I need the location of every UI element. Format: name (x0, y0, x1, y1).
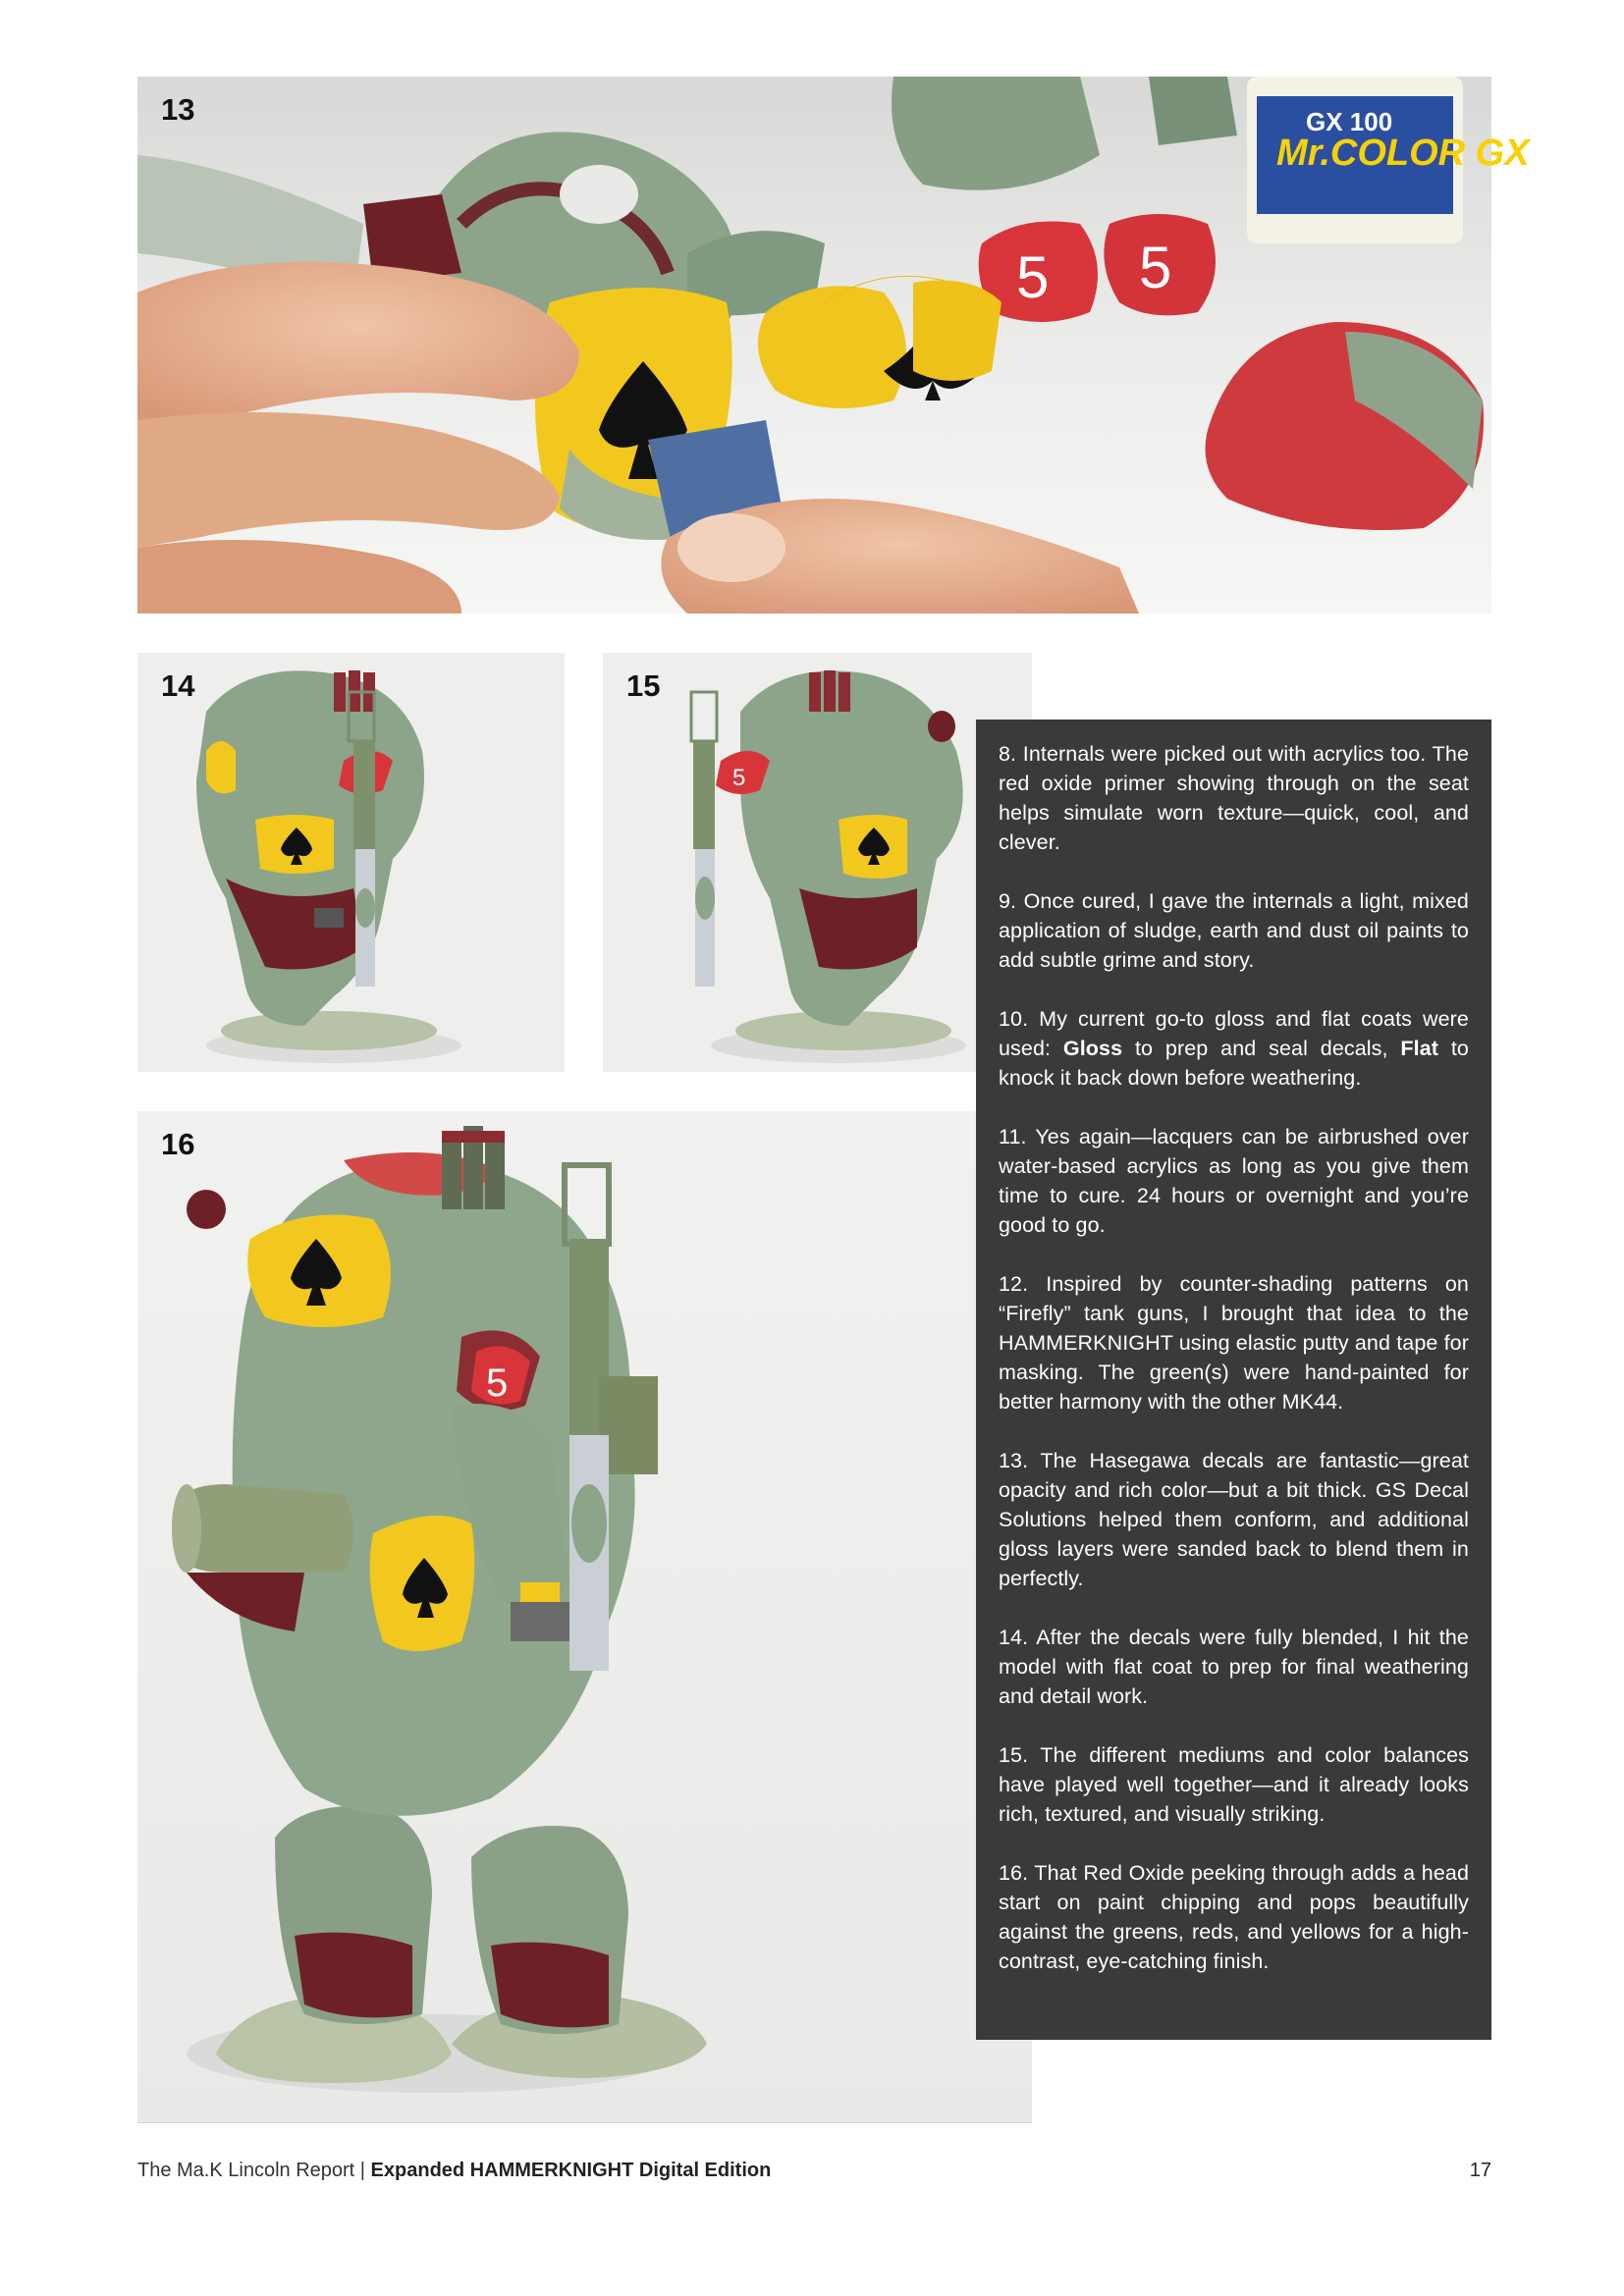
photo-15-illustration (603, 653, 1032, 1072)
photo-14-illustration (137, 653, 565, 1072)
note-8: 8. Internals were picked out with acrylics too. The red oxide primer showing through on the seat helps simulate worn texture—quick, cool, and clever. (999, 742, 1469, 854)
photo-16-illustration (137, 1111, 1032, 2122)
note-10-middle: to prep and seal decals, (1122, 1037, 1401, 1060)
note-10-before: 10. My current go-to gloss and flat coats were used: (999, 1007, 1469, 1060)
decal-5: 5 (486, 1362, 509, 1405)
footer-divider (137, 2122, 1032, 2123)
photo-number: 14 (161, 668, 195, 703)
photo-13-decal-application (137, 77, 1530, 614)
note-13: 13. The Hasegawa decals are fantastic—great opacity and rich color—but a bit thick. GS Decal Solutions helped them conform, and additional gloss layers were sanded back to blend them in perfectly. (999, 1449, 1469, 1590)
page-number: 17 (1469, 2160, 1491, 2181)
note-10-after: to knock it back down before weathering. (999, 1037, 1469, 1090)
note-9: 9. Once cured, I gave the internals a light, mixed application of sludge, earth and dust oil paints to add subtle grime and story. (999, 889, 1469, 972)
note-15: 15. The different mediums and color balances have played well together—and it already looks rich, textured, and visually striking. (999, 1743, 1469, 1826)
footer-credit (137, 2160, 771, 2182)
footer-publication: The Ma.K Lincoln Report (137, 2160, 355, 2181)
build-notes-panel (976, 720, 1491, 2040)
footer-separator: | (354, 2160, 371, 2181)
footer-edition: Expanded HAMMERKNIGHT Digital Edition (370, 2160, 772, 2181)
note-10-flat: Flat (1400, 1037, 1439, 1060)
note-10-gloss: Gloss (1062, 1037, 1123, 1060)
photo-16-model-detail-view (137, 1111, 1032, 2122)
photo-number: 13 (161, 92, 195, 127)
note-10 (999, 1004, 1469, 1093)
photo-number: 15 (626, 668, 661, 703)
decal-5-a: 5 (1016, 244, 1050, 310)
note-12: 12. Inspired by counter-shading patterns on “Firefly” tank guns, I brought that idea to the HAMMERKNIGHT using elastic putty and tape for masking. The green(s) were hand-painted for better harmony with the other MK44. (999, 1272, 1469, 1414)
bottle-label-code: GX 100 (1306, 107, 1393, 136)
photo-number: 16 (161, 1127, 195, 1161)
decal-5-b: 5 (1139, 235, 1172, 300)
photo-15-model-right-view (603, 653, 1032, 1072)
note-14: 14. After the decals were fully blended, I hit the model with flat coat to prep for final weathering and detail work. (999, 1626, 1469, 1708)
note-16: 16. That Red Oxide peeking through adds a head start on paint chipping and pops beautifully against the greens, reds, and yellows for a high-contrast, eye-catching finish. (999, 1861, 1469, 1973)
photo-14-model-left-view (137, 653, 565, 1072)
decal-5: 5 (732, 765, 746, 791)
photo-13-illustration (137, 77, 1530, 614)
bottle-label-brand: Mr.COLOR GX (1276, 133, 1530, 174)
note-11: 11. Yes again—lacquers can be airbrushed over water-based acrylics as long as you give them time to cure. 24 hours or overnight and you’re good to go. (999, 1125, 1469, 1237)
page-footer (137, 2160, 1491, 2189)
